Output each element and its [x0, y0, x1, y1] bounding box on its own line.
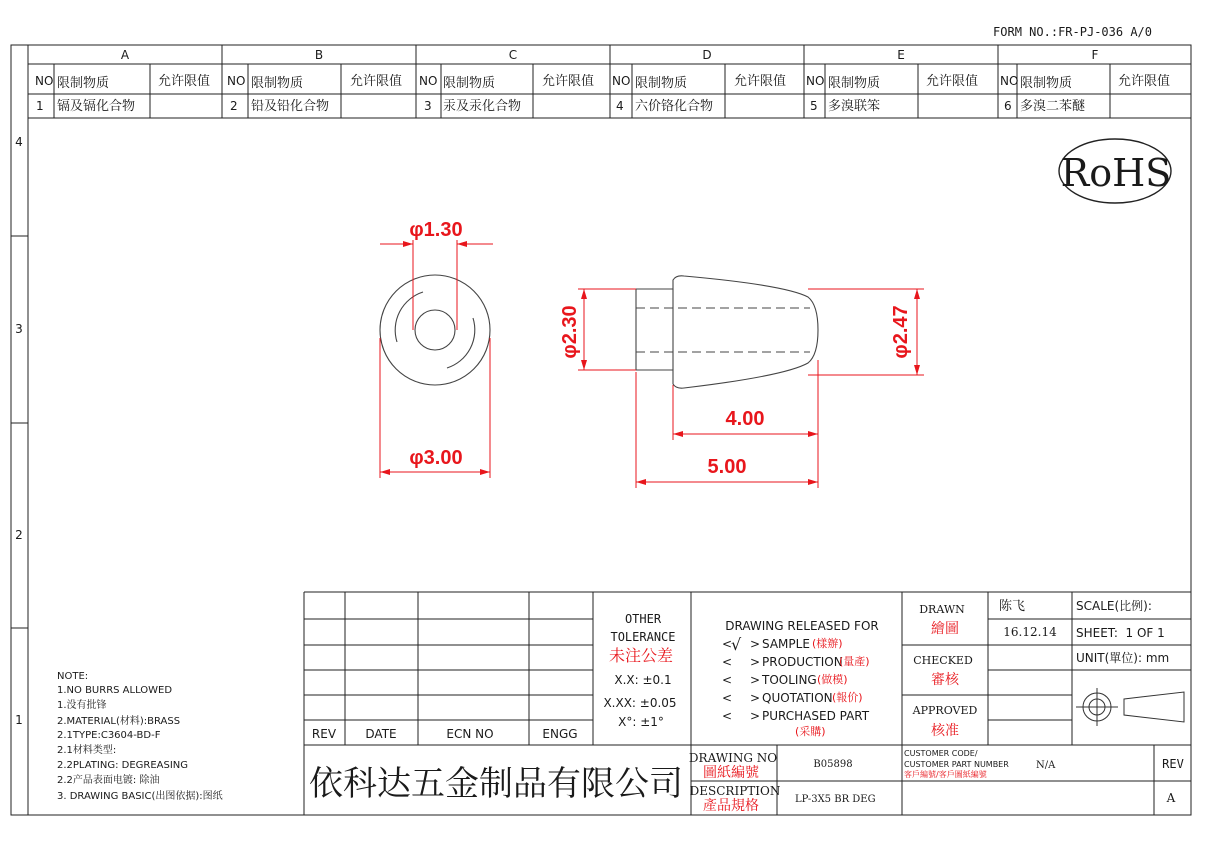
header-limit: 允许限值 [350, 74, 403, 89]
release-title: DRAWING RELEASED FOR [725, 619, 879, 633]
form-number: FORM NO.:FR-PJ-036 A/0 [993, 25, 1152, 39]
release-item-purchased: PURCHASED PART [762, 709, 870, 723]
release-check-mark: √ [731, 635, 742, 654]
tolerance-title-1: OTHER [624, 612, 662, 626]
note-line: 2.2产品表面电镀: 除油 [57, 775, 160, 786]
substance-name: 六价铬化合物 [635, 99, 714, 114]
row-4: 4 [15, 135, 23, 149]
header-no: NO [612, 74, 631, 88]
description-label-cn: 產品規格 [703, 798, 759, 814]
tolerance-line-3: X°: ±1° [618, 715, 664, 729]
substance-name: 多溴联笨 [828, 99, 881, 114]
revision-headers [312, 727, 578, 741]
release-bracket: > [750, 709, 761, 723]
rohs-mark [1059, 139, 1171, 203]
header-no: NO [1000, 74, 1019, 88]
checked-label: CHECKED [913, 654, 973, 667]
description-label: DESCRIPTION [689, 784, 781, 798]
header-limit: 允许限值 [926, 74, 979, 89]
drawn-date: 16.12.14 [1003, 625, 1057, 639]
substance-name: 汞及汞化合物 [443, 99, 522, 114]
description-value: LP-3X5 BR DEG [795, 794, 876, 805]
sheet-label: SHEET: 1 OF 1 [1076, 626, 1165, 640]
drawn-label: DRAWN [919, 603, 965, 616]
date-header: DATE [365, 727, 397, 741]
dim-body-length: 4.00 [725, 408, 765, 430]
drawing-no-label-cn: 圖紙編號 [703, 765, 759, 781]
customer-value: N/A [1036, 760, 1056, 771]
rev-header: REV [311, 727, 337, 741]
drawing-number [689, 751, 853, 781]
side-view [636, 276, 818, 388]
scale-label: SCALE(比例): [1076, 599, 1152, 613]
release-bracket: > [750, 655, 761, 669]
release-bracket: > [750, 673, 761, 687]
release-item-purchased-cn: (采購) [795, 725, 826, 738]
description [690, 784, 876, 814]
customer-label-cn: 客戶編號/客戶圖紙編號 [904, 770, 987, 779]
rev-value: A [1166, 791, 1176, 805]
dim-bore-diameter: φ2.30 [559, 305, 581, 359]
release-item-sample: SAMPLE [762, 637, 810, 651]
release-bracket: < [722, 709, 733, 723]
substance-no: 6 [1004, 99, 1012, 113]
unit-label: UNIT(單位): mm [1076, 651, 1170, 665]
header-substance: 限制物质 [1020, 76, 1073, 91]
dim-outer-diameter: φ3.00 [409, 447, 463, 469]
engg-header: ENGG [542, 727, 578, 741]
tolerance-title-cn: 未注公差 [608, 646, 674, 665]
ecn-header: ECN NO [446, 727, 494, 741]
release-item-production: PRODUCTION [762, 655, 843, 669]
signoff-block [912, 599, 1057, 739]
customer-label-2: CUSTOMER PART NUMBER [904, 760, 1009, 769]
header-substance: 限制物质 [828, 76, 881, 91]
company-name: 依科达五金制品有限公司 [309, 764, 683, 804]
release-item-sample-cn: (樣辦) [812, 637, 843, 650]
substance-name: 镉及镉化合物 [57, 99, 136, 114]
substance-name: 多溴二苯醚 [1020, 99, 1086, 114]
row-1: 1 [15, 713, 23, 727]
header-limit: 允许限值 [542, 74, 595, 89]
note-line: 2.MATERIAL(材料):BRASS [57, 716, 181, 727]
end-view [380, 275, 490, 385]
substance-no: 4 [616, 99, 624, 113]
substance-no: 5 [810, 99, 818, 113]
header-no: NO [419, 74, 438, 88]
note-line: NOTE: [57, 671, 89, 682]
release-item-quotation: QUOTATION [762, 691, 833, 705]
zone-d: D [702, 48, 712, 62]
row-numbers [15, 135, 23, 727]
projection-symbol-icon [1076, 688, 1184, 726]
zone-b: B [314, 48, 324, 62]
note-line: 2.1TYPE:C3604-BD-F [57, 730, 161, 741]
release-item-tooling: TOOLING [762, 673, 817, 687]
zone-c: C [508, 48, 518, 62]
substance-no: 2 [230, 99, 238, 113]
note-line: 2.1材料类型: [57, 745, 117, 756]
header-no: NO [35, 74, 54, 88]
row-3: 3 [15, 322, 23, 336]
header-no: NO [227, 74, 246, 88]
release-bracket: < [722, 673, 733, 687]
approved-label: APPROVED [912, 704, 978, 717]
rohs-label: RoHS [1060, 151, 1172, 195]
note-line: 2.2PLATING: DEGREASING [57, 760, 189, 771]
dim-inner-diameter: φ1.30 [409, 219, 463, 241]
header-substance: 限制物质 [635, 76, 688, 91]
tolerance-line-2: X.XX: ±0.05 [603, 696, 677, 710]
release-bracket: > [750, 637, 761, 651]
drawing-no-label: DRAWING NO [688, 751, 778, 765]
rev-label: REV [1162, 757, 1184, 771]
tolerance-block [603, 612, 676, 729]
release-bracket: < [722, 655, 733, 669]
zone-f: F [1091, 48, 1099, 62]
note-line: 3. DRAWING BASIC(出图依据):图纸 [57, 791, 223, 802]
row-2: 2 [15, 528, 23, 542]
checked-label-cn: 審核 [931, 672, 959, 688]
header-substance: 限制物质 [443, 76, 496, 91]
zone-a: A [120, 48, 130, 62]
header-no: NO [806, 74, 825, 88]
customer-part [904, 749, 1056, 779]
release-bracket: < [722, 691, 733, 705]
drawing-no-value: B05898 [813, 759, 853, 770]
substance-name: 铅及铅化合物 [251, 99, 330, 114]
release-bracket: < [722, 637, 733, 651]
substance-no: 1 [36, 99, 44, 113]
header-limit: 允许限值 [1118, 74, 1171, 89]
release-bracket: > [750, 691, 761, 705]
tolerance-line-1: X.X: ±0.1 [614, 673, 672, 687]
customer-label-1: CUSTOMER CODE/ [904, 749, 978, 758]
header-substance: 限制物质 [57, 76, 110, 91]
release-item-tooling-cn: (做模) [817, 673, 848, 686]
approved-label-cn: 核准 [931, 723, 959, 739]
header-limit: 允许限值 [734, 74, 787, 89]
drawn-by: 陈飞 [998, 599, 1026, 614]
tolerance-title-2: TOLERANCE [610, 630, 676, 644]
substance-no: 3 [424, 99, 432, 113]
note-line: 1.NO BURRS ALLOWED [57, 685, 173, 696]
drawn-label-cn: 繪圖 [931, 621, 959, 637]
dimension-labels [409, 219, 912, 478]
release-block [722, 619, 879, 738]
header-limit: 允许限值 [158, 74, 211, 89]
release-item-production-cn: (量產) [839, 655, 870, 668]
note-line: 1.没有批锋 [57, 700, 107, 711]
dim-tip-diameter: φ2.47 [890, 305, 912, 359]
scale-block [1076, 598, 1169, 665]
dim-total-length: 5.00 [707, 456, 747, 478]
header-substance: 限制物质 [251, 76, 304, 91]
drawing-frame [11, 45, 1191, 815]
zone-e: E [897, 48, 905, 62]
notes [57, 671, 223, 802]
release-item-quotation-cn: (報价) [832, 691, 863, 704]
